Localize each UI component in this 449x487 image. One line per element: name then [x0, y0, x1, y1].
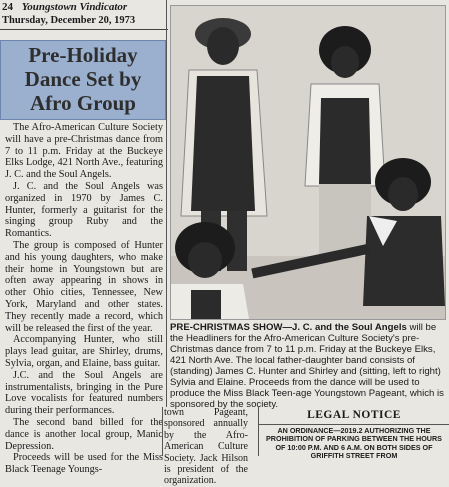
headline-line: Afro Group — [30, 91, 136, 115]
article-continuation: town Pageant, sponsored annually by the Afro-American Culture Society. Jack Hilson is president of the organization. — [164, 407, 248, 487]
article-paragraph: J. C. and the Soul Angels was organized in 1970 by James C. Hunter, formerly a guitarist for the singing group Ruby and the Romantics. — [5, 180, 163, 240]
headline-line: Dance Set by — [24, 67, 142, 91]
header-rule — [0, 29, 168, 30]
newspaper-name: Youngstown Vindicator — [21, 1, 128, 13]
caption-lead: PRE-CHRISTMAS SHOW—J. C. and the Soul Angels — [170, 322, 407, 333]
article-paragraph: Proceeds will be used for the Miss Black Teenage Youngs- — [5, 452, 163, 476]
article-paragraph: The group is composed of Hunter and his young daughters, who make their home in Youngstown but are often away appearing in shows in other Ohio cities, Tennessee, New York, Maryland and other states. They recently made a record, which will be released the first of the year. — [5, 239, 163, 334]
legal-notice — [258, 407, 449, 461]
legal-notice-title: LEGAL NOTICE — [259, 407, 449, 425]
column-divider — [162, 407, 163, 456]
article-paragraph: The Afro-American Culture Society will have a pre-Christmas dance from 7 to 11 p.m. Friday at the Buckeye Elks Lodge, 421 North Ave., featuring J. C. and the Soul Angels. — [5, 122, 163, 181]
caption-body: will be the Headliners for the Afro-American Culture Society's pre-Christmas dance from 7 to 11 p.m. Friday at the Buckeye Elks, 421 North Ave. The local father-daughter band consists of (standing) James C. Hunter and Shirley and (sitting, left to right) Sylvia and Elaine. Proceeds from the dance will be used to produce the Miss Black Teen-age Youngstown Pageant, which is sponsored by the society. — [170, 322, 444, 410]
article-column-2 — [164, 407, 248, 487]
page-number: 24 — [2, 1, 13, 13]
article-paragraph: J.C. and the Soul Angels are instrumentalists, bringing in the Pure Love vocalists for featured numbers during their performances. — [5, 369, 163, 417]
article-column-1 — [5, 122, 163, 476]
article-headline — [0, 40, 166, 120]
issue-date: Thursday, December 20, 1973 — [2, 15, 136, 26]
band-photo — [170, 5, 446, 320]
band-photo-image — [171, 6, 445, 319]
photo-caption — [170, 322, 446, 410]
article-paragraph: The second band billed for the dance is another local group, Manic Depression. — [5, 416, 163, 452]
headline-line: Pre-Holiday — [28, 43, 138, 67]
column-divider — [166, 0, 167, 407]
ordinance-text: AN ORDINANCE—2019.2 AUTHORIZING THE PROHIBITION OF PARKING BETWEEN THE HOURS OF 10:00 P.M. AND 6 A.M. ON BOTH SIDES OF GRIFFITH STREET FROM — [266, 426, 442, 461]
article-paragraph: Accompanying Hunter, who still plays lead guitar, are Shirley, drums, Sylvia, organ, and Elaine, bass guitar. — [5, 334, 163, 369]
